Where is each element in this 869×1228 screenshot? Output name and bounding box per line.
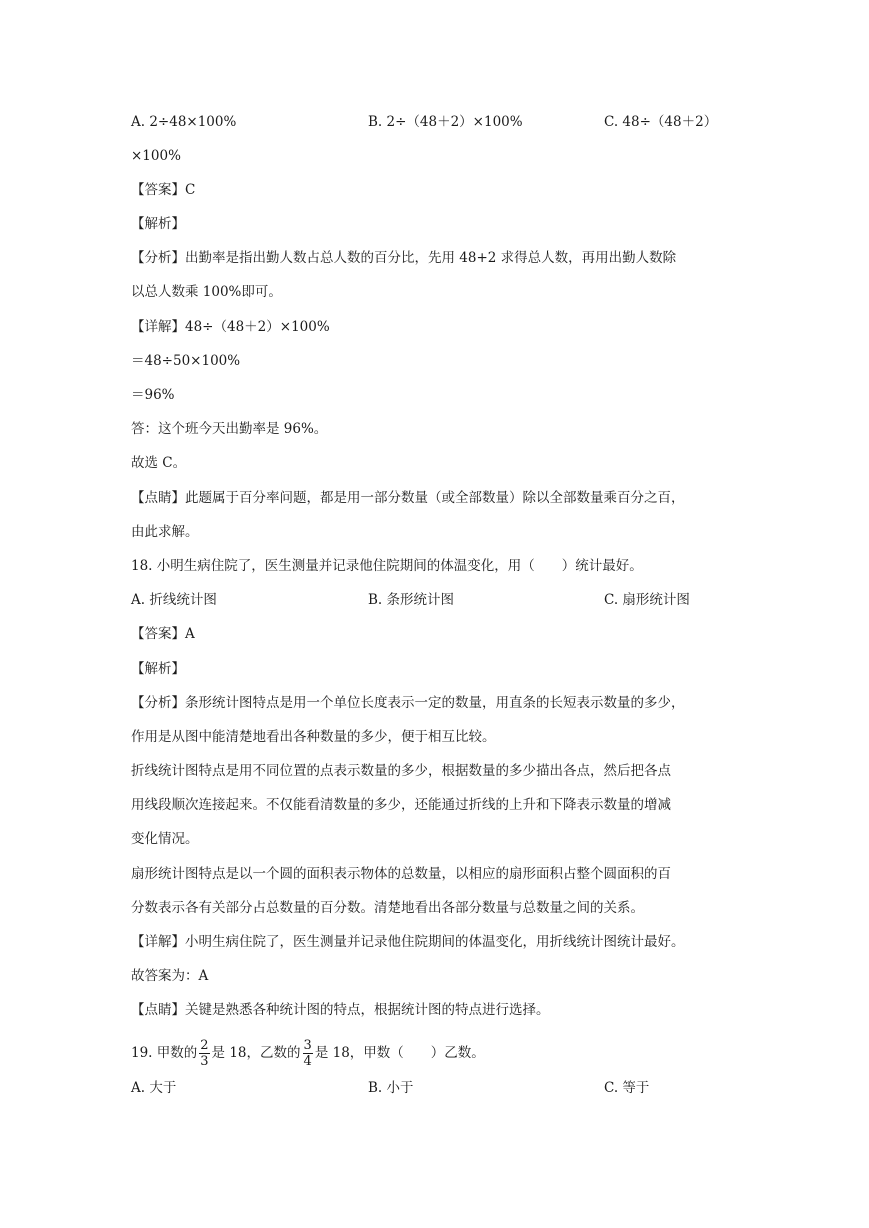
q19-middle: 是 18，乙数的 — [211, 1045, 301, 1061]
q17-note-line-2: 由此求解。 — [131, 524, 199, 540]
q17-fenxi-line-2: 以总人数乘 100%即可。 — [131, 284, 282, 300]
q18-option-b: B. 条形统计图 — [368, 592, 455, 608]
q19-fraction-2-numerator: 3 — [303, 1037, 312, 1053]
q19-option-b: B. 小于 — [368, 1080, 414, 1096]
q17-choice: 故选 C。 — [131, 455, 187, 471]
q19-fraction-2 — [303, 1038, 313, 1069]
q18-line-chart-line-2: 用线段顺次连接起来。不仅能看清数量的多少，还能通过折线的上升和下降表示数量的增减 — [131, 797, 671, 813]
q19-option-a: A. 大于 — [131, 1080, 177, 1096]
q17-option-c-continued: ×100% — [131, 148, 181, 164]
q17-analysis-heading: 【解析】 — [131, 216, 185, 232]
q18-pie-chart-line-2: 分数表示各有关部分占总数量的百分数。清楚地看出各部分数量与总数量之间的关系。 — [131, 900, 644, 916]
q18-line-chart-line-3: 变化情况。 — [131, 831, 199, 847]
q17-reply: 答：这个班今天出勤率是 96%。 — [131, 421, 328, 437]
q18-note: 【点睛】关键是熟悉各种统计图的特点，根据统计图的特点进行选择。 — [131, 1002, 550, 1018]
q17-step-2: ＝96% — [131, 387, 175, 403]
q17-detail: 【详解】48÷（48＋2）×100% — [131, 319, 330, 335]
q19-suffix: 是 18，甲数（ ）乙数。 — [314, 1045, 485, 1061]
q17-step-1: ＝48÷50×100% — [131, 353, 241, 369]
q19-question — [131, 1036, 485, 1070]
q18-answer: 【答案】A — [131, 626, 195, 642]
q17-option-c: C. 48÷（48＋2） — [604, 114, 718, 130]
q17-option-b: B. 2÷（48＋2）×100% — [368, 114, 523, 130]
q18-analysis-heading: 【解析】 — [131, 661, 185, 677]
q17-note-line-1: 【点睛】此题属于百分率问题，都是用一部分数量（或全部数量）除以全部数量乘百分之百， — [131, 490, 685, 506]
q18-detail: 【详解】小明生病住院了，医生测量并记录他住院期间的体温变化，用折线统计图统计最好。 — [131, 934, 685, 950]
q19-fraction-1 — [199, 1038, 209, 1069]
q17-fenxi-line-1: 【分析】出勤率是指出勤人数占总人数的百分比，先用 48+2 求得总人数，再用出勤人数除 — [131, 250, 677, 266]
q19-prefix: 19. 甲数的 — [131, 1045, 198, 1061]
q19-fraction-1-numerator: 2 — [200, 1037, 209, 1053]
q19-fraction-2-denominator: 4 — [303, 1053, 312, 1069]
q17-option-a: A. 2÷48×100% — [131, 114, 237, 130]
q18-line-chart-line-1: 折线统计图特点是用不同位置的点表示数量的多少，根据数量的多少描出各点，然后把各点 — [131, 763, 671, 779]
q19-fraction-1-denominator: 3 — [200, 1053, 209, 1069]
q18-answer-line: 故答案为：A — [131, 968, 209, 984]
q18-option-a: A. 折线统计图 — [131, 592, 217, 608]
q17-answer: 【答案】C — [131, 182, 196, 198]
q18-fenxi-line-2: 作用是从图中能清楚地看出各种数量的多少，便于相互比较。 — [131, 729, 496, 745]
q18-question: 18. 小明生病住院了，医生测量并记录他住院期间的体温变化，用（ ）统计最好。 — [131, 558, 643, 574]
q19-option-c: C. 等于 — [604, 1080, 650, 1096]
q18-option-c: C. 扇形统计图 — [604, 592, 690, 608]
q18-pie-chart-line-1: 扇形统计图特点是以一个圆的面积表示物体的总数量，以相应的扇形面积占整个圆面积的百 — [131, 866, 671, 882]
q18-fenxi-line-1: 【分析】条形统计图特点是用一个单位长度表示一定的数量，用直条的长短表示数量的多少， — [131, 695, 685, 711]
